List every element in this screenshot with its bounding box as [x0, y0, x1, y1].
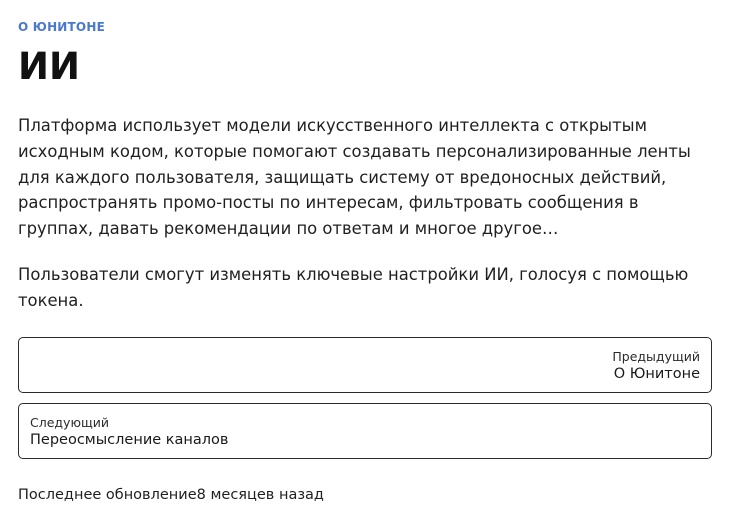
last-updated	[18, 487, 324, 503]
previous-page-title: О Юнитоне	[613, 366, 700, 382]
section-breadcrumb[interactable]: О ЮНИТОНЕ	[18, 20, 105, 34]
previous-page-link[interactable]	[18, 337, 712, 393]
body-paragraph: Платформа использует модели искусственного интеллекта с открытым исходным кодом, которые помогают создавать персонализированные ленты для каждого пользователя, защищать систему от вредоносных действий, распространять промо-посты по интересам, фильтровать сообщения в группах, давать рекомендации по ответам и многое другое…	[18, 116, 691, 239]
page-title: ИИ	[18, 45, 80, 88]
previous-page-hint: Предыдущий	[612, 349, 700, 364]
next-page-hint: Следующий	[30, 415, 109, 430]
next-page-title: Переосмысление каналов	[30, 432, 229, 448]
last-updated-label: Последнее обновление	[18, 487, 197, 503]
last-updated-value: 8 месяцев назад	[196, 487, 324, 503]
body-paragraph: Пользователи смогут изменять ключевые настройки ИИ, голосуя с помощью токена.	[18, 265, 689, 310]
next-page-link[interactable]	[18, 403, 712, 459]
